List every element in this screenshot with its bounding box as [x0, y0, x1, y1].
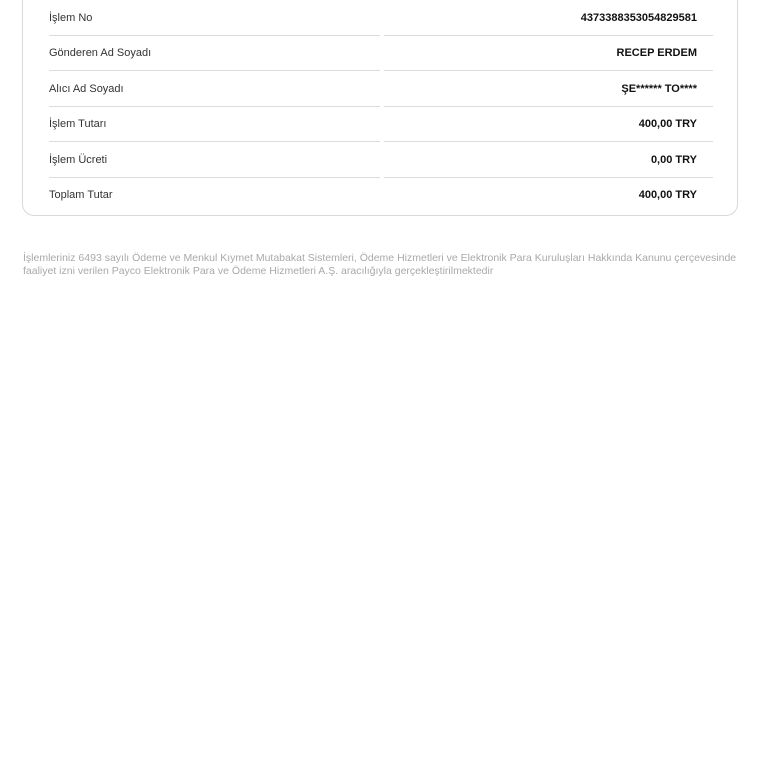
transaction-id-value: 4373388353054829581 — [580, 11, 697, 24]
transaction-fee-value: 0,00 TRY — [650, 153, 697, 166]
transaction-details-card — [22, 0, 738, 216]
transaction-row-amount — [49, 107, 713, 143]
sender-name-value: RECEP ERDEM — [616, 47, 697, 60]
total-amount-label: Toplam Tutar — [49, 189, 113, 202]
transaction-fee-label: İşlem Ücreti — [49, 153, 108, 166]
transaction-details-list — [49, 0, 713, 213]
transaction-row-total — [49, 178, 713, 214]
total-amount-value: 400,00 TRY — [638, 189, 697, 202]
sender-name-label: Gönderen Ad Soyadı — [49, 47, 152, 60]
transaction-row-id — [49, 0, 713, 36]
transaction-row-recipient — [49, 71, 713, 107]
recipient-name-value: ŞE****** TO**** — [621, 82, 697, 95]
transaction-amount-label: İşlem Tutarı — [49, 118, 107, 131]
transaction-row-fee — [49, 142, 713, 178]
transaction-row-sender — [49, 36, 713, 72]
transaction-amount-value: 400,00 TRY — [638, 118, 697, 131]
recipient-name-label: Alıcı Ad Soyadı — [49, 82, 124, 95]
transaction-id-label: İşlem No — [49, 11, 93, 24]
legal-disclaimer: İşlemleriniz 6493 sayılı Ödeme ve Menkul Kıymet Mutabakat Sistemleri, Ödeme Hizmetleri ve Elektronik Para Kuruluşları Hakkında Kanunu çerçevesinde faaliyet izni verilen Payco Elektronik Para ve Ödeme Hizmetleri A.Ş. aracılığıyla gerçekleştirilmektedir — [23, 252, 737, 277]
